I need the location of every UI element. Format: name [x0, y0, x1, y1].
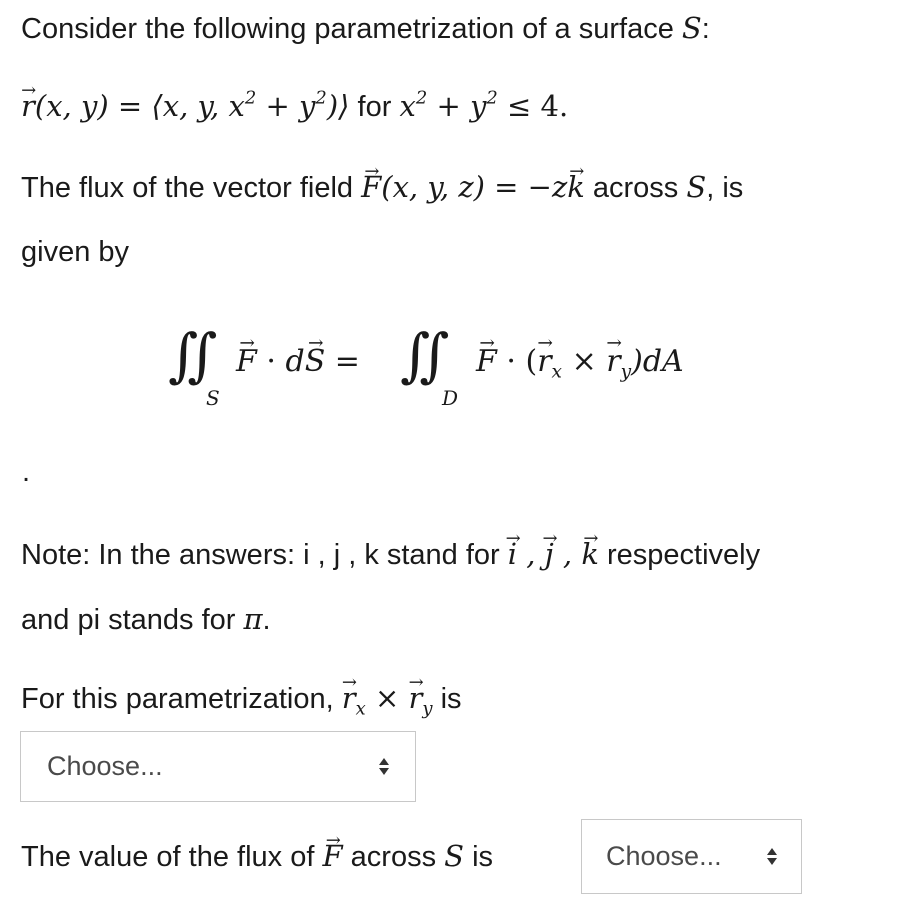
flux-line: The flux of the vector field → F(x, y, z) = −z→ k across S, is — [21, 173, 743, 203]
given-by-line: given by — [21, 236, 130, 268]
bullet-dot: . — [22, 456, 31, 488]
double-integral-s: ∬ — [168, 321, 218, 389]
question-2: The value of the flux of → F across S is — [21, 842, 493, 872]
select-arrows-icon — [767, 848, 777, 865]
r-vector: → r — [21, 92, 35, 121]
double-integral-d: ∬ — [400, 321, 450, 389]
note-line: Note: In the answers: i , j , k stand for → i , → j , → k respectively — [21, 540, 760, 570]
question-1: For this parametrization, → $r_x$ × → $r_y$ is — [21, 684, 462, 714]
parametrization-line: → r(x, y) = ⟨x, y, $x^2$ + $y^2)⟩$ for $x^2 + y^2 \le 4$. — [21, 92, 568, 122]
k-vector: → k — [567, 173, 585, 202]
flux-value-dropdown[interactable]: Choose... — [581, 819, 802, 894]
cross-product-dropdown[interactable]: Choose... — [20, 731, 416, 802]
surface-symbol: S — [681, 11, 702, 45]
intro-line: Consider the following parametrization of a surface S: — [21, 11, 710, 45]
F-vector: → F — [361, 173, 381, 202]
note-line-2: and pi stands for π. — [21, 602, 271, 636]
select-arrows-icon — [379, 758, 389, 775]
